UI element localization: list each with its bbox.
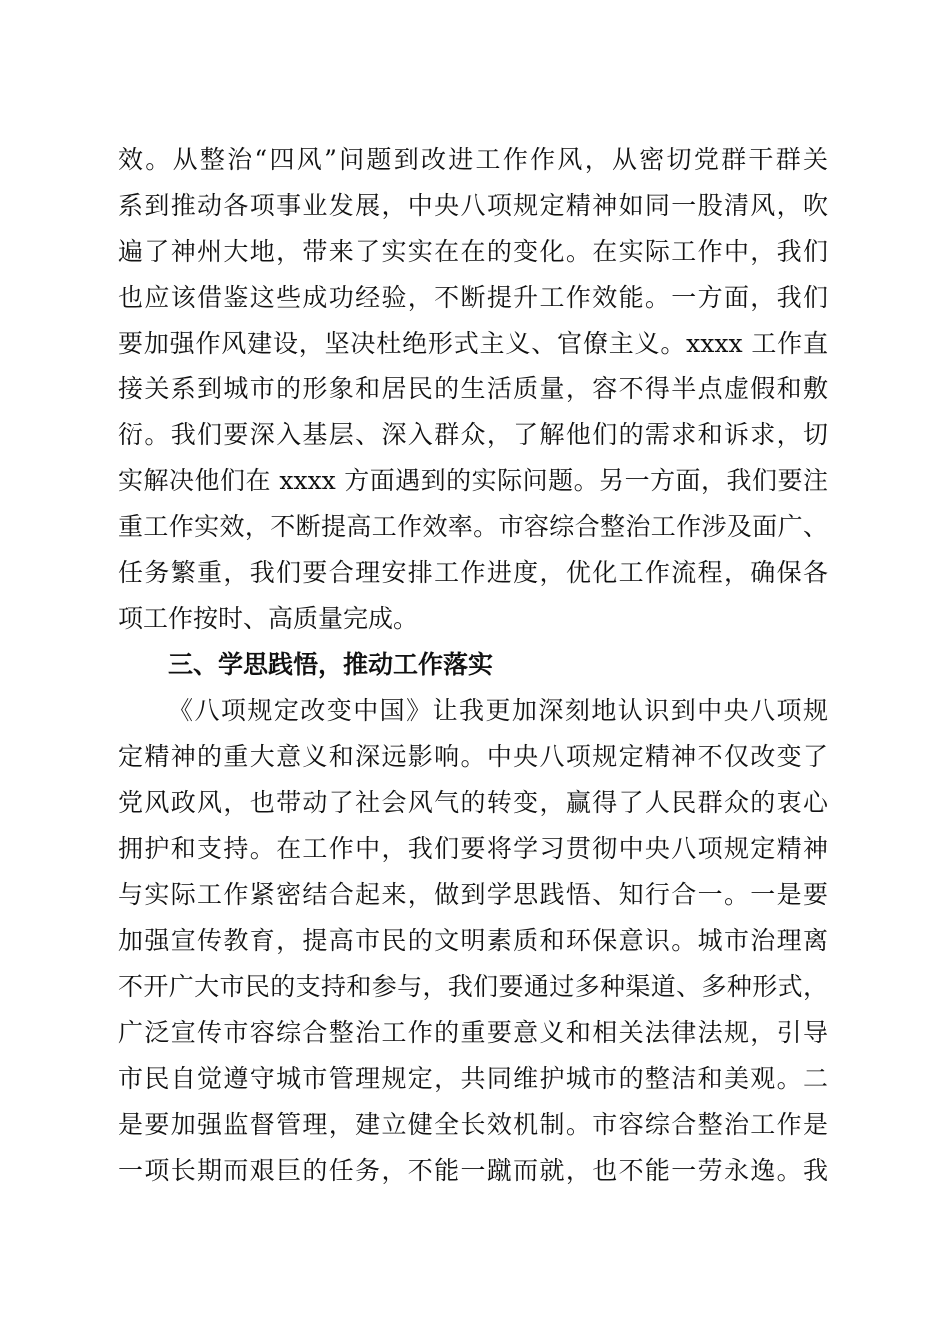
paragraph-line: 衍。我们要深入基层、深入群众，了解他们的需求和诉求，切: [118, 420, 828, 449]
paragraph-line: 与实际工作紧密结合起来，做到学思践悟、知行合一。一是要: [118, 880, 828, 909]
paragraph-line: 加强宣传教育，提高市民的文明素质和环保意识。城市治理离: [118, 926, 828, 955]
paragraph-line: 广泛宣传市容综合整治工作的重要意义和相关法律法规，引导: [118, 1018, 828, 1047]
paragraph-line: 系到推动各项事业发展，中央八项规定精神如同一股清风，吹: [118, 191, 828, 220]
paragraph-line: 是要加强监督管理，建立健全长效机制。市容综合整治工作是: [118, 1110, 828, 1139]
paragraph-line: 《八项规定改变中国》让我更加深刻地认识到中央八项规: [168, 696, 828, 725]
paragraph-line: 重工作实效，不断提高工作效率。市容综合整治工作涉及面广、: [118, 512, 828, 541]
paragraph-line: 市民自觉遵守城市管理规定，共同维护城市的整洁和美观。二: [118, 1064, 828, 1093]
paragraph-line: 党风政风，也带动了社会风气的转变，赢得了人民群众的衷心: [118, 788, 828, 817]
paragraph-line: 也应该借鉴这些成功经验，不断提升工作效能。一方面，我们: [118, 283, 828, 312]
paragraph-line: 一项长期而艰巨的任务，不能一蹴而就，也不能一劳永逸。我: [118, 1156, 828, 1185]
paragraph-line: 项工作按时、高质量完成。: [118, 604, 419, 633]
paragraph-line: 遍了神州大地，带来了实实在在的变化。在实际工作中，我们: [118, 237, 828, 266]
paragraph-line: 接关系到城市的形象和居民的生活质量，容不得半点虚假和敷: [118, 374, 828, 403]
section-heading: 三、学思践悟，推动工作落实: [168, 650, 494, 679]
paragraph-line: 任务繁重，我们要合理安排工作进度，优化工作流程，确保各: [118, 558, 828, 587]
paragraph-line: 定精神的重大意义和深远影响。中央八项规定精神不仅改变了: [118, 742, 828, 771]
paragraph-line: 效。从整治“四风”问题到改进工作作风，从密切党群干群关: [118, 145, 828, 174]
paragraph-line: 要加强作风建设，坚决杜绝形式主义、官僚主义。xxxx 工作直: [118, 329, 828, 358]
paragraph-line: 拥护和支持。在工作中，我们要将学习贯彻中央八项规定精神: [118, 834, 828, 863]
paragraph-line: 不开广大市民的支持和参与，我们要通过多种渠道、多种形式，: [118, 972, 828, 1001]
paragraph-line: 实解决他们在 xxxx 方面遇到的实际问题。另一方面，我们要注: [118, 466, 828, 495]
